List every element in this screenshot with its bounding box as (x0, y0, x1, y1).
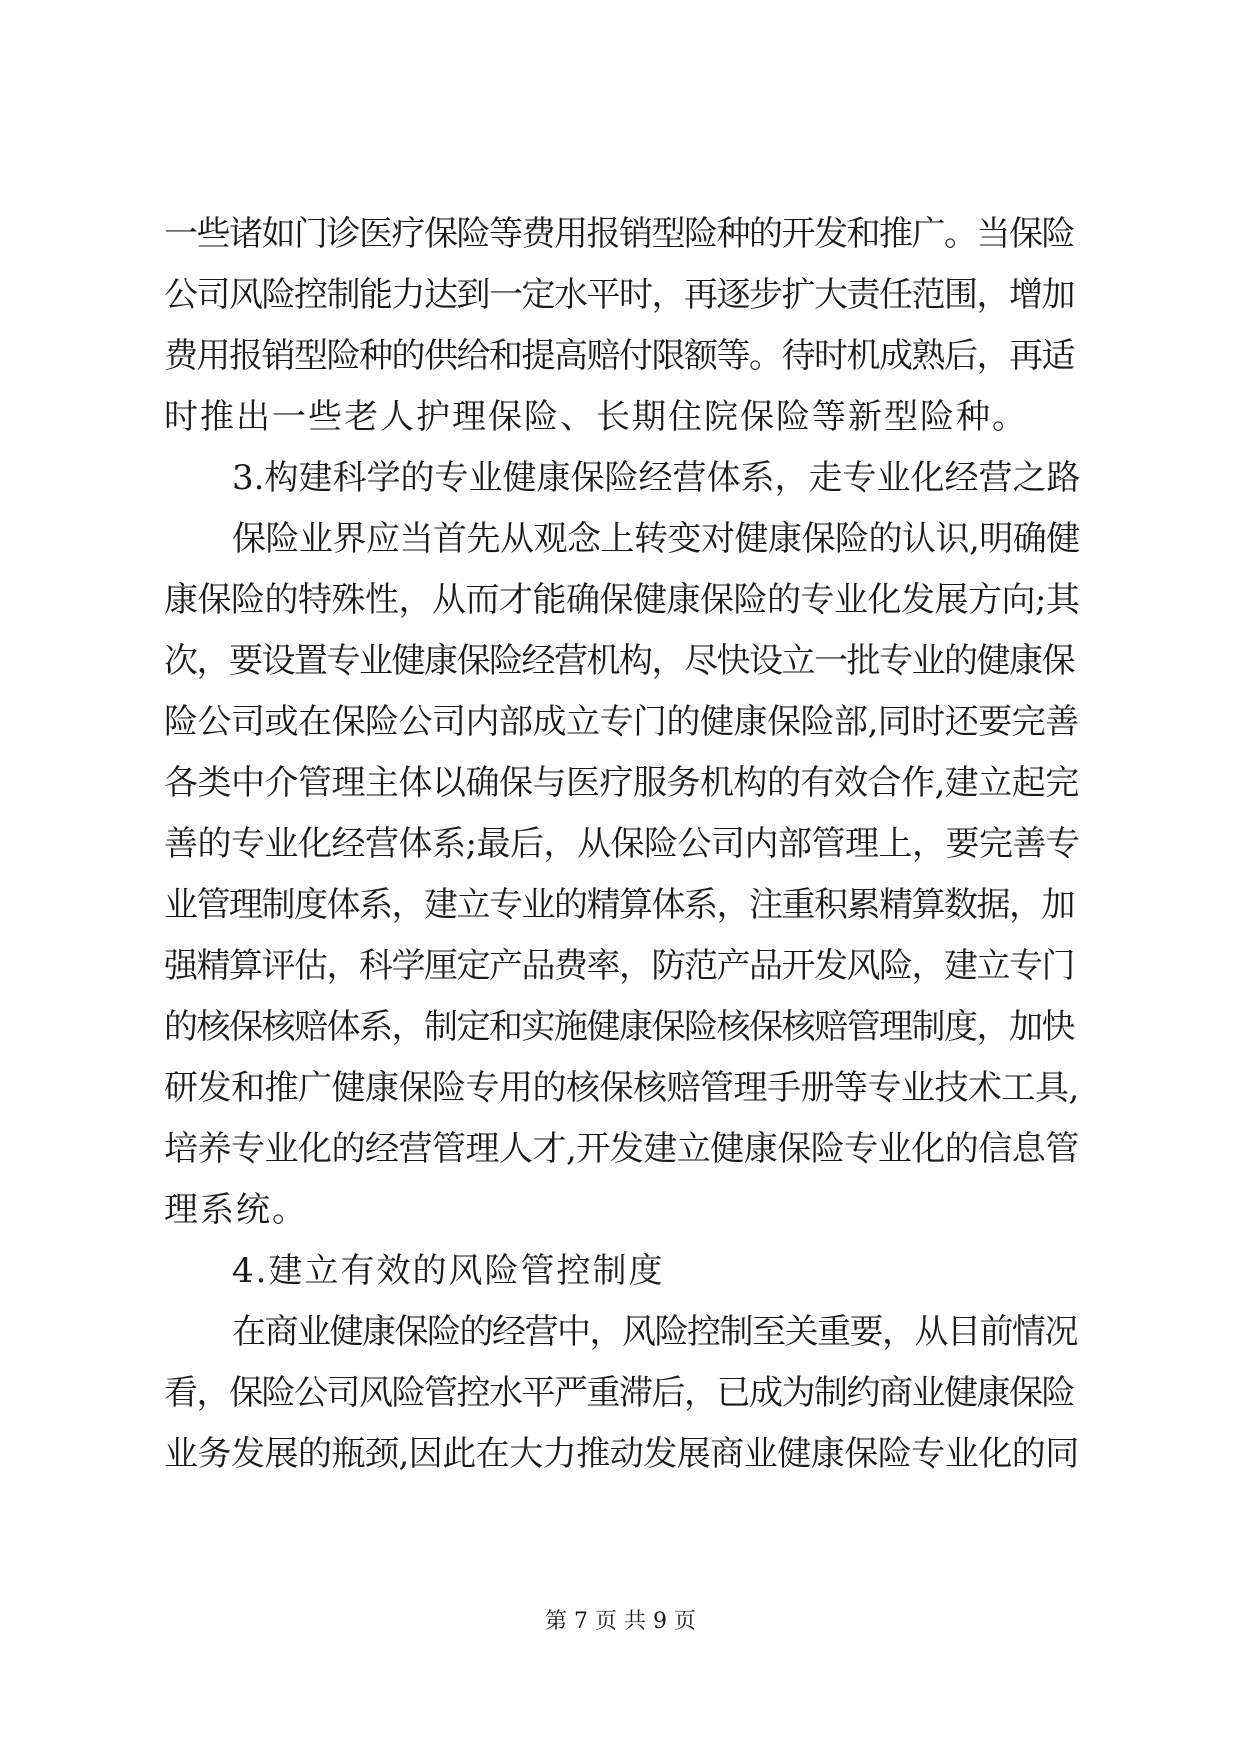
text-line-21: 业务发展的瓶颈,因此在大力推动发展商业健康保险专业化的同 (164, 1434, 1079, 1474)
text-line-6: 保险业界应当首先从观念上转变对健康保险的认识,明确健 (232, 519, 1080, 559)
text-line-12: 业管理制度体系，建立专业的精算体系，注重积累精算数据，加 (164, 885, 1074, 925)
text-line-14: 的核保核赔体系，制定和实施健康保险核保核赔管理制度，加快 (164, 1007, 1074, 1047)
text-line-10: 各类中介管理主体以确保与医疗服务机构的有效合作,建立起完 (164, 763, 1079, 803)
text-line-17: 理系统。 (164, 1190, 308, 1230)
text-line-7: 康保险的特殊性，从而才能确保健康保险的专业化发展方向;其 (164, 580, 1080, 620)
text-line-3: 费用报销型险种的供给和提高赔付限额等。待时机成熟后，再适 (164, 336, 1074, 376)
text-line-2: 公司风险控制能力达到一定水平时，再逐步扩大责任范围，增加 (164, 275, 1074, 315)
text-line-9: 险公司或在保险公司内部成立专门的健康保险部,同时还要完善 (164, 702, 1079, 742)
page-footer: 第 7 页 共 9 页 (545, 1609, 696, 1634)
text-line-8: 次，要设置专业健康保险经营机构，尽快设立一批专业的健康保 (164, 641, 1074, 681)
text-line-1: 一些诸如门诊医疗保险等费用报销型险种的开发和推广。当保险 (164, 214, 1074, 254)
text-line-15: 研发和推广健康保险专用的核保核赔管理手册等专业技术工具, (164, 1068, 1079, 1108)
text-line-20: 看，保险公司风险管控水平严重滞后，已成为制约商业健康保险 (164, 1373, 1074, 1413)
text-line-11: 善的专业化经营体系;最后，从保险公司内部管理上，要完善专 (164, 824, 1080, 864)
text-line-4: 时推出一些老人护理保险、长期住院保险等新型险种。 (164, 397, 1028, 437)
text-line-13: 强精算评估，科学厘定产品费率，防范产品开发风险，建立专门 (164, 946, 1074, 986)
section-heading-4: 4.建立有效的风险管控制度 (232, 1251, 665, 1291)
text-line-16: 培养专业化的经营管理人才,开发建立健康保险专业化的信息管 (164, 1129, 1079, 1169)
text-line-19: 在商业健康保险的经营中，风险控制至关重要，从目前情况 (232, 1312, 1077, 1352)
section-heading-3: 3.构建科学的专业健康保险经营体系，走专业化经营之路 (232, 458, 1081, 498)
